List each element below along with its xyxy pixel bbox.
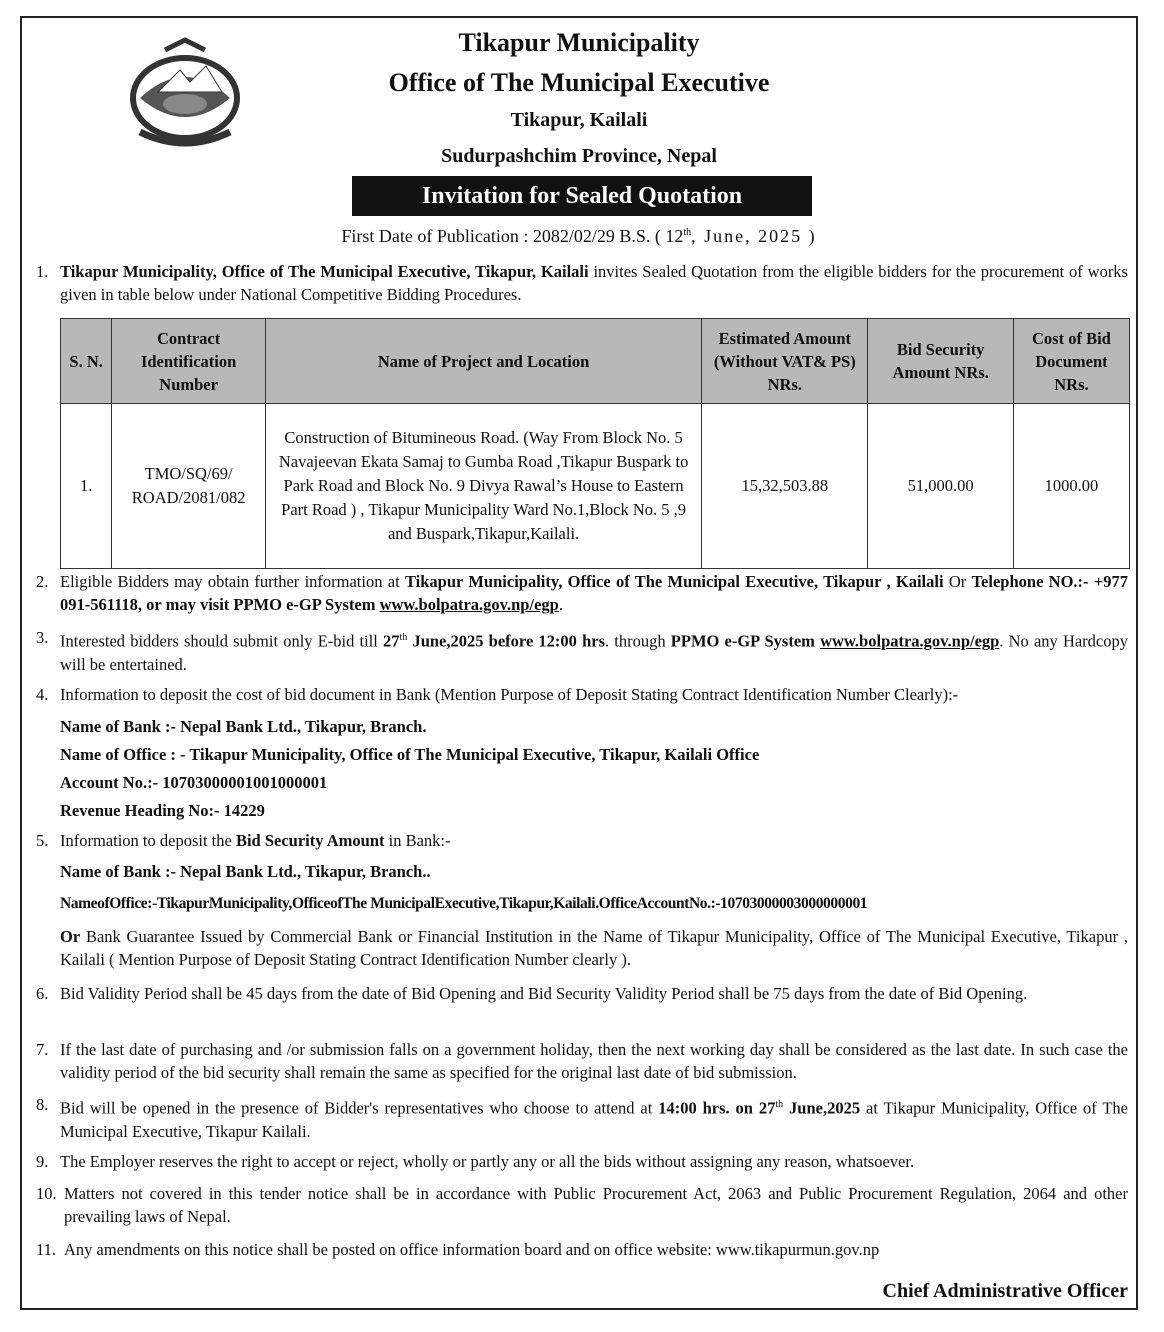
paragraph-10: 10. Matters not covered in this tender notice shall be in accordance with Public Procurement Act, 2063 and Public Procurement Regulation, 2064 and other prevailing laws of Nepal. <box>36 1184 1128 1226</box>
paragraph-2: 2. Eligible Bidders may obtain further information at Tikapur Municipality, Office of The Municipal Executive, Tikapur , Kailali Or Telephone NO.:- +977 091-561118, or may visit PPMO e-GP System www.bolpatra.gov.np/egp. <box>36 572 1128 614</box>
paragraph-6: 6. Bid Validity Period shall be 45 days from the date of Bid Opening and Bid Security Validity Period shall be 75 days from the date of Bid Opening. <box>36 984 1028 1003</box>
bank-guarantee: Or Bank Guarantee Issued by Commercial Bank or Financial Institution in the Name of Tikapur Municipality, Office of The Municipal Executive, Tikapur , Kailali ( Mention Purpose of Deposit Stating Contract Identification Number clearly ). <box>60 927 1128 969</box>
location-title: Tikapur, Kailali <box>510 109 648 131</box>
cell-estimate: 15,32,503.88 <box>702 404 868 569</box>
header-project: Name of Project and Location <box>266 319 702 404</box>
bid-table <box>60 318 1130 569</box>
cell-security: 51,000.00 <box>868 404 1013 569</box>
cell-contract-id: TMO/SQ/69/ ROAD/2081/082 <box>112 404 266 569</box>
province-title: Sudurpashchim Province, Nepal <box>441 145 717 167</box>
paragraph-4: 4. Information to deposit the cost of bid document in Bank (Mention Purpose of Deposit Stating Contract Identification Number Clearly):- <box>36 685 959 704</box>
signature: Chief Administrative Officer <box>882 1280 1128 1302</box>
header-security: Bid Security Amount NRs. <box>868 319 1013 404</box>
security-office-account: NameofOffice:-TikapurMunicipality,OfficeofThe MunicipalExecutive,Tikapur,Kailali.OfficeAccountNo.:-10703000003000000001 <box>60 895 868 912</box>
cell-sn: 1. <box>61 404 112 569</box>
header-cost: Cost of Bid Document NRs. <box>1013 319 1129 404</box>
notice-frame <box>20 16 1138 1310</box>
office-title: Office of The Municipal Executive <box>388 68 770 97</box>
table-header-row <box>61 319 1130 404</box>
notice-banner: Invitation for Sealed Quotation <box>352 176 812 216</box>
municipality-title: Tikapur Municipality <box>458 28 700 57</box>
office-name: Name of Office : - Tikapur Municipality, Office of The Municipal Executive, Tikapur, Kailali Office <box>60 745 760 764</box>
bolpatra-link-2[interactable]: www.bolpatra.gov.np/egp <box>820 631 1000 651</box>
paragraph-1: 1. Tikapur Municipality, Office of The Municipal Executive, Tikapur, Kailali invites Sealed Quotation from the eligible bidders for the procurement of works given in table below under National Competitive Bidding Procedures. <box>36 262 1128 304</box>
paragraph-8: 8. Bid will be opened in the presence of Bidder's representatives who choose to attend at 14:00 hrs. on 27th June,2025 at Tikapur Municipality, Office of The Municipal Executive, Tikapur Kailali. <box>36 1095 1128 1141</box>
paragraph-11: 11. Any amendments on this notice shall be posted on office information board and on office website: www.tikapurmun.gov.np <box>36 1240 880 1259</box>
paragraph-9: 9. The Employer reserves the right to accept or reject, wholly or partly any or all the bids without assigning any reason, whatsoever. <box>36 1152 915 1171</box>
publication-date: First Date of Publication : 2082/02/29 B.S. ( 12th, June, 2025 ) <box>341 226 817 246</box>
account-number: Account No.:- 10703000001001000001 <box>60 773 328 792</box>
header-sn: S. N. <box>61 319 112 404</box>
table-row <box>61 404 1130 569</box>
bank-name: Name of Bank :- Nepal Bank Ltd., Tikapur, Branch. <box>60 717 427 736</box>
paragraph-7: 7. If the last date of purchasing and /or submission falls on a government holiday, then the next working day shall be considered as the last date. In such case the validity period of the bid security shall remain the same as specified for the original last date of bid submission. <box>36 1040 1128 1082</box>
header-contract-id: Contract Identification Number <box>112 319 266 404</box>
paragraph-3: 3. Interested bidders should submit only E-bid till 27th June,2025 before 12:00 hrs. through PPMO e-GP System www.bolpatra.gov.np/egp. No any Hardcopy will be entertained. <box>36 628 1129 674</box>
header-estimate: Estimated Amount (Without VAT& PS) NRs. <box>702 319 868 404</box>
security-bank-name: Name of Bank :- Nepal Bank Ltd., Tikapur, Branch.. <box>60 862 431 881</box>
revenue-heading: Revenue Heading No:- 14229 <box>60 801 265 820</box>
paragraph-5: 5. Information to deposit the Bid Security Amount in Bank:- <box>36 831 451 850</box>
cell-project: Construction of Bitumineous Road. (Way From Block No. 5 Navajeevan Ekata Samaj to Gumba Road ,Tikapur Buspark to Park Road and Block No. 9 Divya Rawal’s House to Eastern Part Road ) , Tikapur Municipality Ward No.1,Block No. 5 ,9 and Buspark,Tikapur,Kailali. <box>266 404 702 569</box>
bolpatra-link[interactable]: www.bolpatra.gov.np/egp <box>379 595 559 614</box>
cell-cost: 1000.00 <box>1013 404 1129 569</box>
